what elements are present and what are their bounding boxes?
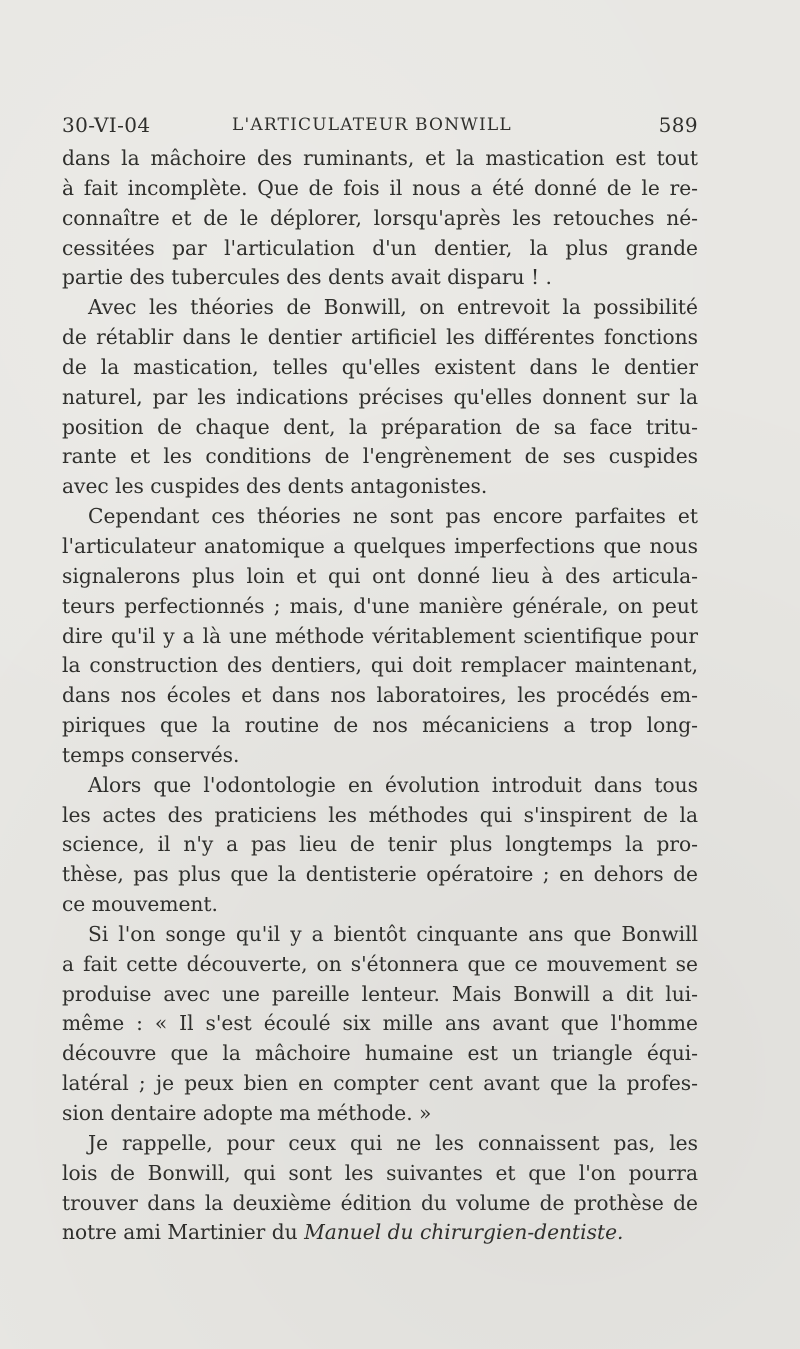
text-line: position de chaque dent, la préparation de sa face tritu- xyxy=(62,414,698,439)
text-line: a fait cette découverte, on s'étonnera que ce mouvement se xyxy=(62,951,698,976)
text-line: avec les cuspides des dents antagonistes. xyxy=(62,474,488,499)
text-line: connaître et de le déplorer, lorsqu'après les retouches né- xyxy=(62,205,698,230)
running-header xyxy=(62,110,698,140)
text-line: Alors que l'odontologie en évolution introduit dans tous xyxy=(88,772,698,797)
text-line: latéral ; je peux bien en compter cent avant que la profes- xyxy=(62,1071,698,1096)
text-line: dans la mâchoire des ruminants, et la mastication est tout xyxy=(62,146,698,170)
text-line: piriques que la routine de nos mécaniciens a trop long- xyxy=(62,713,698,738)
text-line: Cependant ces théories ne sont pas encore parfaites et xyxy=(88,504,698,529)
text-line: rante et les conditions de l'engrènement de ses cuspides xyxy=(62,444,698,469)
text-line: naturel, par les indications précises qu'elles donnent sur la xyxy=(62,384,698,409)
text-line: la construction des dentiers, qui doit remplacer maintenant, xyxy=(62,653,698,678)
text-line: de rétablir dans le dentier artificiel les différentes fonctions xyxy=(62,325,698,350)
text-line: sion dentaire adopte ma méthode. » xyxy=(62,1101,432,1125)
text-line: de la mastication, telles qu'elles existent dans le dentier xyxy=(62,354,698,379)
text-line: Si l'on songe qu'il y a bientôt cinquante ans que Bonwill xyxy=(88,921,698,946)
text-line: Je rappelle, pour ceux qui ne les connaissent pas, les xyxy=(88,1130,698,1155)
text-line: les actes des praticiens les méthodes qui s'inspirent de la xyxy=(62,802,698,827)
text-line: thèse, pas plus que la dentisterie opératoire ; en dehors de xyxy=(62,862,698,887)
text-line: même : « Il s'est écoulé six mille ans avant que l'homme xyxy=(62,1011,698,1036)
final-text-line xyxy=(62,1218,698,1248)
text-line: dans nos écoles et dans nos laboratoires, les procédés em- xyxy=(62,683,698,708)
text-line: signalerons plus loin et qui ont donné lieu à des articula- xyxy=(62,563,698,588)
book-title-italic: Manuel du chirurgien-dentiste. xyxy=(304,1220,624,1245)
text-line: partie des tubercules des dents avait disparu ! . xyxy=(62,265,552,290)
text-line: science, il n'y a pas lieu de tenir plus longtemps la pro- xyxy=(62,832,698,857)
text-line: produise avec une pareille lenteur. Mais Bonwill a dit lui- xyxy=(62,981,698,1006)
text-line: l'articulateur anatomique a quelques imperfections que nous xyxy=(62,533,698,558)
text-line: Avec les théories de Bonwill, on entrevoit la possibilité xyxy=(88,295,698,320)
text-line: à fait incomplète. Que de fois il nous a été donné de le re- xyxy=(62,175,698,200)
text-line: découvre que la mâchoire humaine est un triangle équi- xyxy=(62,1041,698,1066)
page-number: 589 xyxy=(658,113,698,137)
text-line: cessitées par l'articulation d'un dentier, la plus grande xyxy=(62,235,698,260)
running-title: L'ARTICULATEUR BONWILL xyxy=(232,115,512,135)
text-line: lois de Bonwill, qui sont les suivantes et que l'on pourra xyxy=(62,1160,698,1185)
header-date: 30-VI-04 xyxy=(62,113,151,137)
text-line: dire qu'il y a là une méthode véritablement scientifique pour xyxy=(62,623,698,648)
text-line: ce mouvement. xyxy=(62,892,218,917)
text-line: teurs perfectionnés ; mais, d'une manière générale, on peut xyxy=(62,593,698,618)
text-line: trouver dans la deuxième édition du volume de prothèse de xyxy=(62,1190,698,1215)
final-line-prefix: notre ami Martinier du xyxy=(62,1220,305,1245)
body-text xyxy=(62,144,698,1248)
text-line: temps conservés. xyxy=(62,742,240,767)
